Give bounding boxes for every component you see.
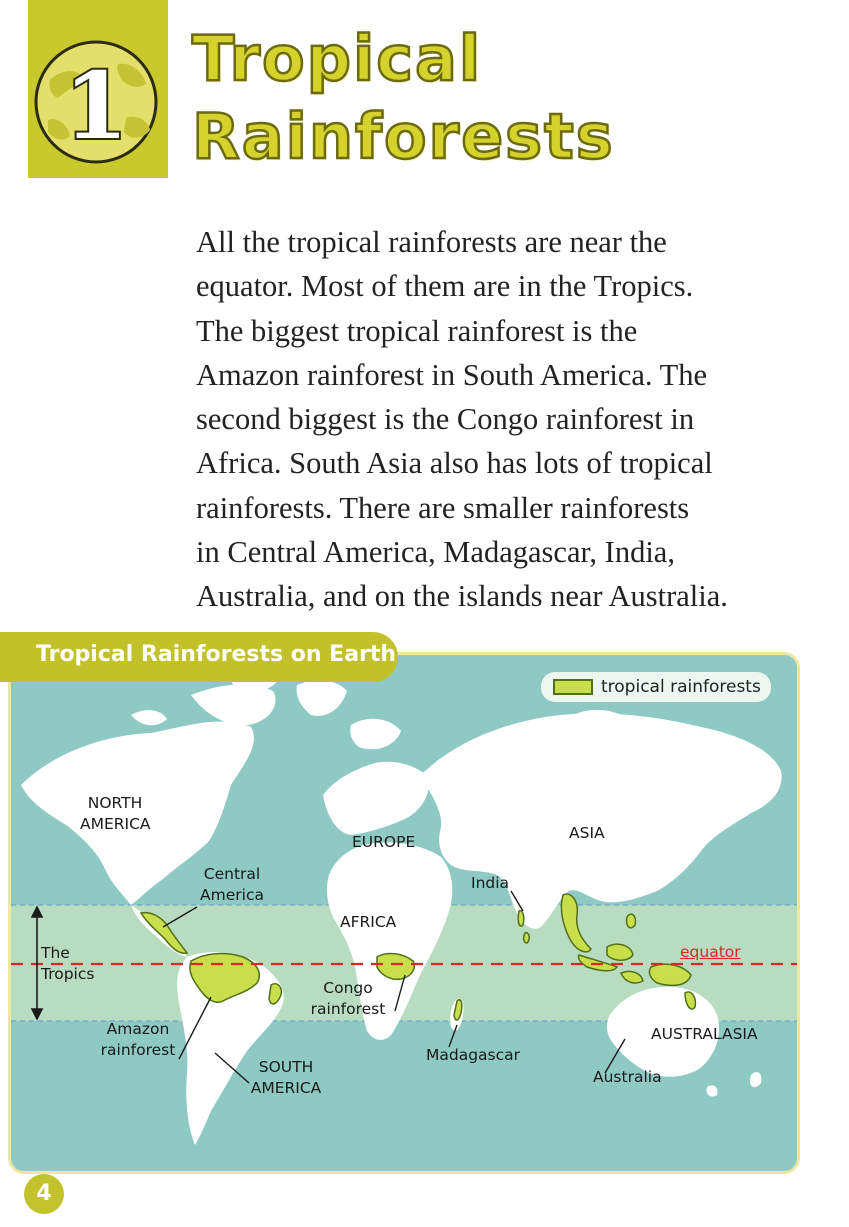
label-amazon-rainforest [96, 1019, 180, 1061]
label-north-america-line-2: AMERICA [80, 815, 151, 833]
body-line: Australia, and on the islands near Australia. [196, 579, 728, 614]
label-south-america-line-2: AMERICA [250, 1079, 322, 1097]
label-amazon-line-2: rainforest [100, 1041, 176, 1059]
map-heading-text: Tropical Rainforests on Earth [36, 642, 397, 667]
label-amazon-line-1: Amazon [106, 1020, 170, 1038]
label-europe: EUROPE [352, 833, 416, 851]
label-madagascar: Madagascar [426, 1046, 521, 1064]
label-south-america-line-1: SOUTH [258, 1058, 314, 1076]
legend-label: tropical rainforests [601, 677, 761, 697]
label-the-tropics [41, 943, 94, 985]
label-australia: Australia [593, 1068, 662, 1086]
body-line: Africa. South Asia also has lots of tropical [196, 446, 713, 481]
body-line: Amazon rainforest in South America. The [196, 357, 708, 392]
label-central-america [196, 864, 268, 906]
label-congo-line-1: Congo [323, 979, 373, 997]
world-map-graphic [11, 655, 797, 1171]
label-south-america [246, 1057, 326, 1099]
body-paragraph [196, 220, 806, 619]
body-line: in Central America, Madagascar, India, [196, 535, 675, 570]
india-rainforest [518, 911, 524, 926]
label-congo-line-2: rainforest [310, 1000, 386, 1018]
body-line: All the tropical rainforests are near the [196, 225, 667, 259]
map-legend [541, 672, 771, 702]
body-line: rainforests. There are smaller rainforests [196, 490, 690, 525]
label-africa: AFRICA [340, 913, 397, 931]
label-central-america-line-1: Central [203, 865, 261, 883]
chapter-number: 1 [63, 52, 129, 160]
label-the-tropics-line-1: The [41, 944, 70, 962]
label-australasia: AUSTRALASIA [651, 1025, 758, 1043]
label-congo-rainforest [306, 978, 390, 1020]
legend-swatch [553, 679, 593, 695]
label-north-america [80, 793, 150, 835]
map-heading [0, 632, 398, 682]
label-equator: equator [680, 943, 741, 961]
page-number: 4 [24, 1174, 64, 1214]
page-title-line-2: Rainforests [192, 100, 615, 173]
label-north-america-line-1: NORTH [87, 794, 143, 812]
body-line: equator. Most of them are in the Tropics. [196, 269, 694, 304]
body-line: The biggest tropical rainforest is the [196, 313, 638, 348]
label-the-tropics-line-2: Tropics [41, 965, 95, 983]
label-asia: ASIA [569, 824, 605, 842]
label-central-america-line-2: America [200, 886, 264, 904]
globe-icon [30, 40, 170, 180]
label-india: India [471, 874, 510, 892]
page-title-line-1: Tropical [192, 22, 483, 95]
body-line: second biggest is the Congo rainforest in [196, 402, 695, 437]
world-map [8, 652, 800, 1174]
